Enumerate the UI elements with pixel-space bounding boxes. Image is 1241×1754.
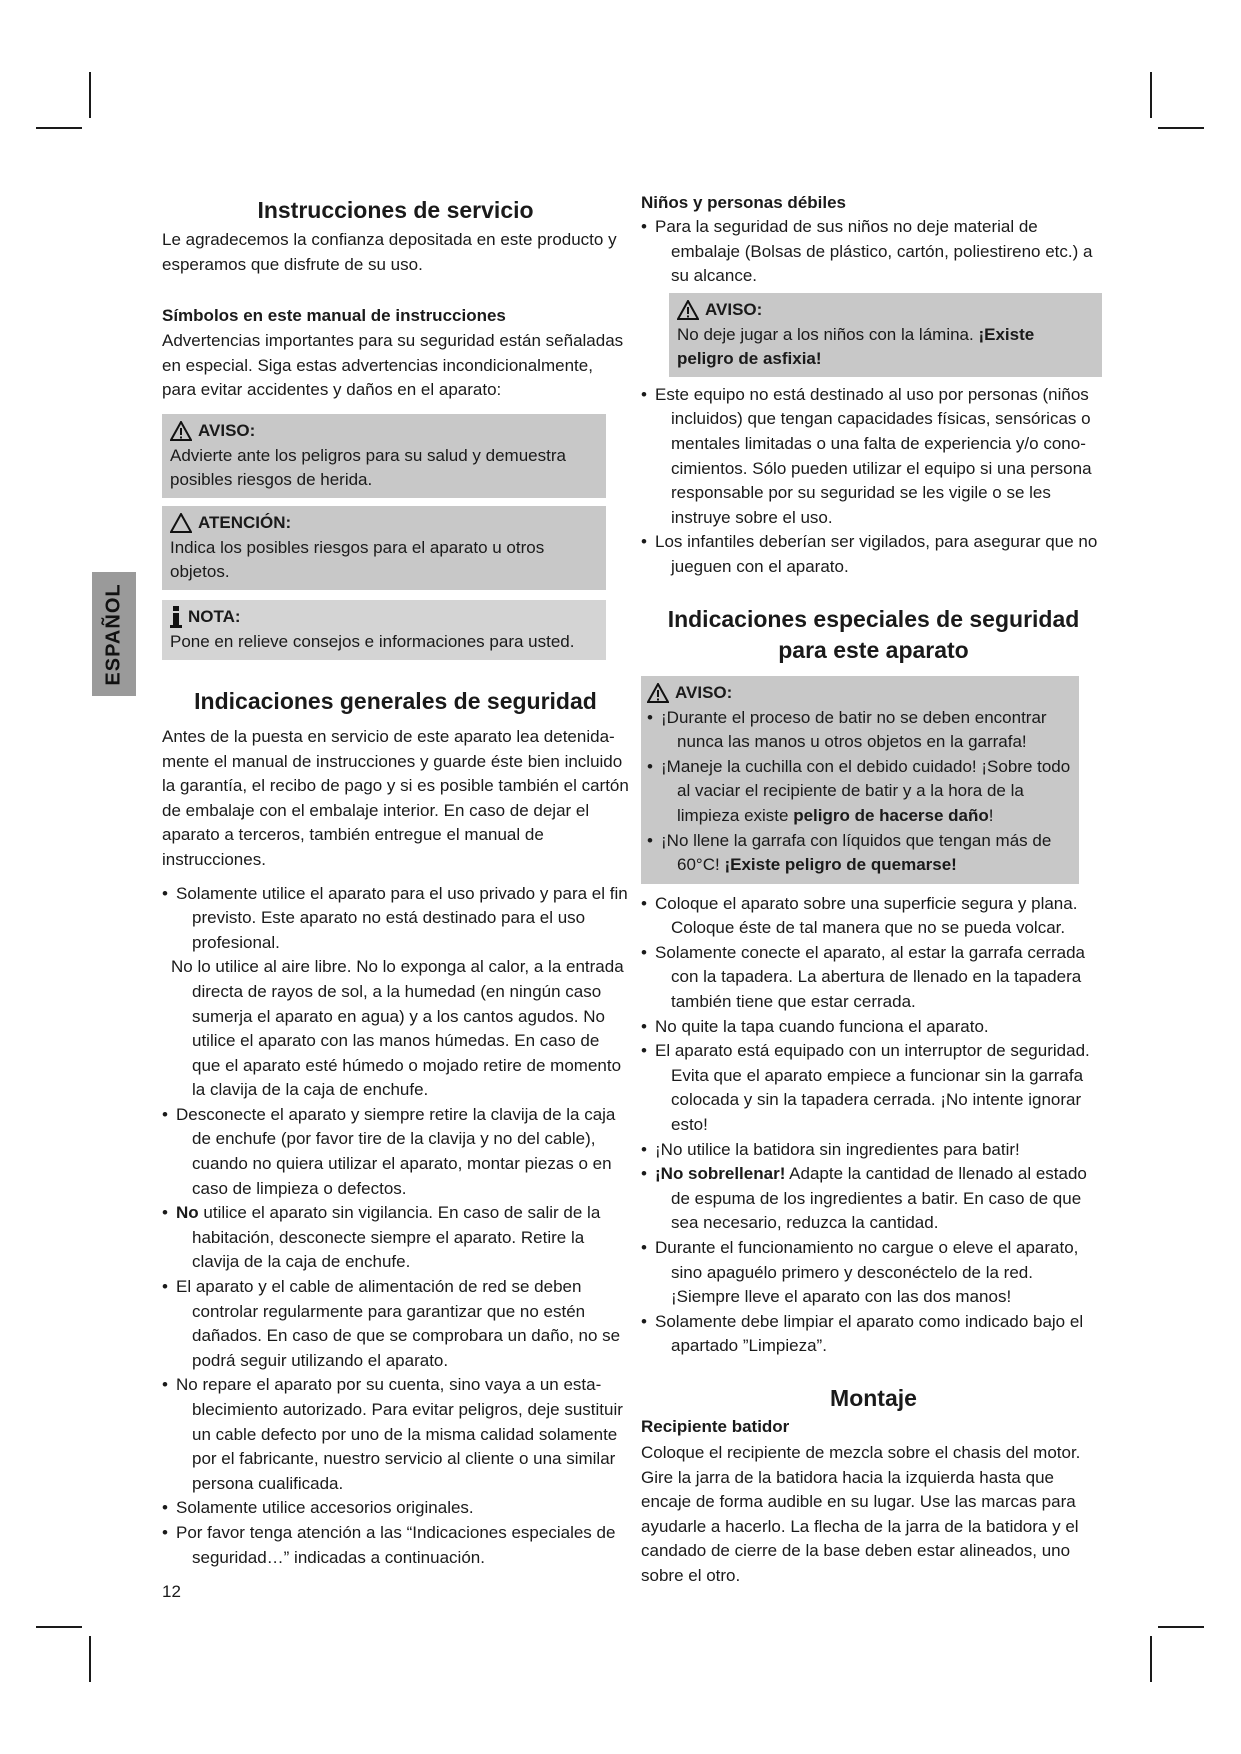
- crop-mark: [1158, 127, 1204, 129]
- special-safety-heading: [641, 604, 1106, 666]
- nota-box: [162, 600, 606, 660]
- list-item-bold: No: [176, 1203, 199, 1223]
- kids-aviso-title: AVISO:: [705, 299, 763, 319]
- caution-triangle-icon: [170, 513, 192, 533]
- special-aviso-box: [641, 676, 1079, 884]
- list-item: • Solamente conecte el aparato, al estar la garrafa cerrada con la tapadera. La abertura de llenado en la tapadera también tiene que estar cerrada.: [641, 941, 1106, 1015]
- list-item: • Solamente debe limpiar el aparato como indicado bajo el apartado ”Limpieza”.: [641, 1310, 1106, 1359]
- atencion-title: ATENCIÓN:: [198, 512, 292, 532]
- list-item: • Solamente utilice accesorios originales.: [162, 1496, 629, 1521]
- kids-list-2: [641, 383, 1106, 580]
- list-item-text: !: [988, 805, 994, 825]
- general-intro-text: Antes de la puesta en servicio de este aparato lea detenidamente el manual de instrucciones y guarde éste bien incluido la garantía, el recibo de pago y si es posible también el cartón de embalaje con el embalaje interior. En caso de dejar el aparato a terceros, también entregue el manual de instrucciones.: [162, 726, 629, 869]
- crop-mark: [1150, 1636, 1152, 1682]
- page-title: Instrucciones de servicio: [257, 197, 534, 223]
- atencion-text: Indica los posibles riesgos para el aparato u otros objetos.: [170, 537, 545, 581]
- montaje-heading: Montaje: [830, 1384, 917, 1411]
- list-item: No lo utilice al aire libre. No lo exponga al calor, a la entrada directa de rayos de sol, a la humedad (en ningún caso sumerja el aparato en agua) y a los cantos agudos. No utilice el aparato con las manos húmedas. En caso de que el aparato esté húmedo o mojado retire de momento la clavija de la caja de enchufe.: [171, 957, 624, 1100]
- list-item-bold: ¡No sobrellenar!: [655, 1164, 786, 1184]
- list-item: [647, 829, 1071, 878]
- list-item-bold: peligro de hacerse daño: [793, 805, 989, 825]
- aviso-text: Advierte ante los peligros para su salud y demuestra posibles riesgos de herida.: [170, 445, 566, 489]
- list-item: • Por favor tenga atención a las “Indicaciones especiales de seguridad…” indicadas a continuación.: [162, 1521, 629, 1570]
- kids-list: [641, 215, 1106, 289]
- list-item-text: Adapte la cantidad de llenado al estado de espuma de los ingredientes a batir. En caso de que sea necesario, reduzca la cantidad.: [671, 1164, 1087, 1233]
- symbols-text: Advertencias importantes para su seguridad están señaladas en especial. Siga estas advertencias incondicionalmente, para evitar accidentes y daños en el aparato:: [162, 331, 624, 400]
- special-aviso-title: AVISO:: [675, 682, 733, 702]
- language-tab: [92, 572, 136, 696]
- aviso-title: AVISO:: [198, 420, 256, 440]
- list-item: [162, 1201, 629, 1275]
- recipiente-heading: Recipiente batidor: [641, 1416, 790, 1436]
- list-item-text: utilice el aparato sin vigilancia. En caso de salir de la habitación, desconecte siempre el aparato. Retire la clavija de la caja de enchufe.: [192, 1203, 601, 1272]
- list-item: • Solamente utilice el aparato para el uso privado y para el fin previsto. Este aparato no está destinado para el uso profesional.: [162, 882, 629, 956]
- language-tab-label: ESPAÑOL: [102, 582, 125, 686]
- intro-text: Le agradecemos la confianza depositada en este producto y esperamos que disfrute de su uso.: [162, 230, 617, 274]
- list-item-text: ¡Maneje la cuchilla con el debido cuidado! ¡Sobre todo al vaciar el recipiente de batir y a la hora de la limpieza existe: [661, 756, 1071, 825]
- special-safety-heading-line1: Indicaciones especiales de seguridad: [667, 605, 1080, 632]
- crop-mark: [36, 127, 82, 129]
- warning-triangle-icon: [647, 683, 669, 703]
- list-item: • Para la seguridad de sus niños no deje material de embalaje (Bolsas de plástico, cartón, poliestireno etc.) a su alcance.: [641, 215, 1106, 289]
- page-number: 12: [162, 1582, 181, 1601]
- list-item-text: ¡No llene la garrafa con líquidos que tengan más de 60°C!: [661, 830, 1052, 875]
- kids-aviso-body: [677, 323, 1094, 371]
- list-item: • Desconecte el aparato y siempre retire la clavija de la caja de enchufe (por favor tire de la clavija y no del cable), cuando no quiera utilizar el aparato, montar piezas o en caso de limpieza o defectos.: [162, 1103, 629, 1201]
- left-column: [162, 195, 629, 1570]
- list-item: • No quite la tapa cuando funciona el aparato.: [641, 1015, 1106, 1040]
- aviso-box: [162, 414, 606, 498]
- general-safety-heading: Indicaciones generales de seguridad: [194, 687, 597, 714]
- list-item: • ¡Durante el proceso de batir no se deben encontrar nunca las manos u otros objetos en la garrafa!: [647, 706, 1071, 755]
- list-item: [647, 755, 1071, 829]
- special-safety-list: [641, 892, 1106, 1359]
- crop-mark: [89, 72, 91, 118]
- crop-mark: [89, 1636, 91, 1682]
- list-item: • Los infantiles deberían ser vigilados, para asegurar que no jueguen con el aparato.: [641, 530, 1106, 579]
- crop-mark: [1150, 72, 1152, 118]
- warning-triangle-icon: [677, 300, 699, 320]
- montaje-text: Coloque el recipiente de mezcla sobre el chasis del motor. Gire la jarra de la batidora hacia la izquierda hasta que encaje de forma audible en su lugar. Use las marcas para ayudarle a hacerlo. La flecha de la jarra de la batidora y el candado de cierre de la base deben estar alineados, uno sobre el otro.: [641, 1442, 1081, 1585]
- kids-heading: Niños y personas débiles: [641, 193, 847, 212]
- kids-aviso-text: No deje jugar a los niños con la lámina.: [677, 324, 979, 344]
- right-column: [641, 195, 1106, 1589]
- list-item: • Durante el funcionamiento no cargue o eleve el aparato, sino apaguélo primero y desconéctelo de la red. ¡Siempre lleve el aparato con las dos manos!: [641, 1236, 1106, 1310]
- general-safety-list: [162, 882, 629, 1571]
- list-item: • El aparato y el cable de alimentación de red se deben controlar regularmente para garantizar que no estén dañados. En caso de que se comprobara un daño, no se podrá seguir utilizando el aparato.: [162, 1275, 629, 1373]
- list-item: • Coloque el aparato sobre una superficie segura y plana. Coloque éste de tal manera que no se pueda volcar.: [641, 892, 1106, 941]
- list-item: • El aparato está equipado con un interruptor de seguridad. Evita que el aparato empiece a funcionar sin la garrafa colocada y sin la tapadera cerrada. ¡No intente ignorar esto!: [641, 1039, 1106, 1137]
- crop-mark: [36, 1626, 82, 1628]
- list-item: [641, 1162, 1106, 1236]
- warning-triangle-icon: [170, 421, 192, 441]
- nota-text: Pone en relieve consejos e informaciones para usted.: [170, 631, 575, 651]
- nota-title: NOTA:: [188, 606, 241, 626]
- info-icon: [170, 606, 182, 628]
- kids-aviso-bold: ¡Existe peligro de asfixia!: [677, 324, 1035, 368]
- list-item: • No repare el aparato por su cuenta, sino vaya a un establecimiento autorizado. Para evitar peligros, deje sustituir un cable defecto por uno de la misma calidad solamente por el fabricante, nuestro servicio al cliente o una similar persona cualificada.: [162, 1373, 629, 1496]
- list-item: • ¡No utilice la batidora sin ingredientes para batir!: [641, 1138, 1106, 1163]
- list-item: • Este equipo no está destinado al uso por personas (niños incluidos) que tengan capacidades físicas, sensóricas o mentales limitadas o una falta de experiencia y/o conocimientos. Sólo pueden utilizar el equipo si una persona responsable por su seguridad se les vigile o se les instruye sobre el uso.: [641, 383, 1106, 531]
- list-item-bold: ¡Existe peligro de quemarse!: [724, 855, 957, 875]
- kids-aviso-box: [669, 293, 1102, 377]
- special-aviso-list: [647, 706, 1071, 878]
- special-safety-heading-line2: para este aparato: [778, 636, 969, 663]
- symbols-heading: Símbolos en este manual de instrucciones: [162, 306, 506, 326]
- crop-mark: [1158, 1626, 1204, 1628]
- atencion-box: [162, 506, 606, 590]
